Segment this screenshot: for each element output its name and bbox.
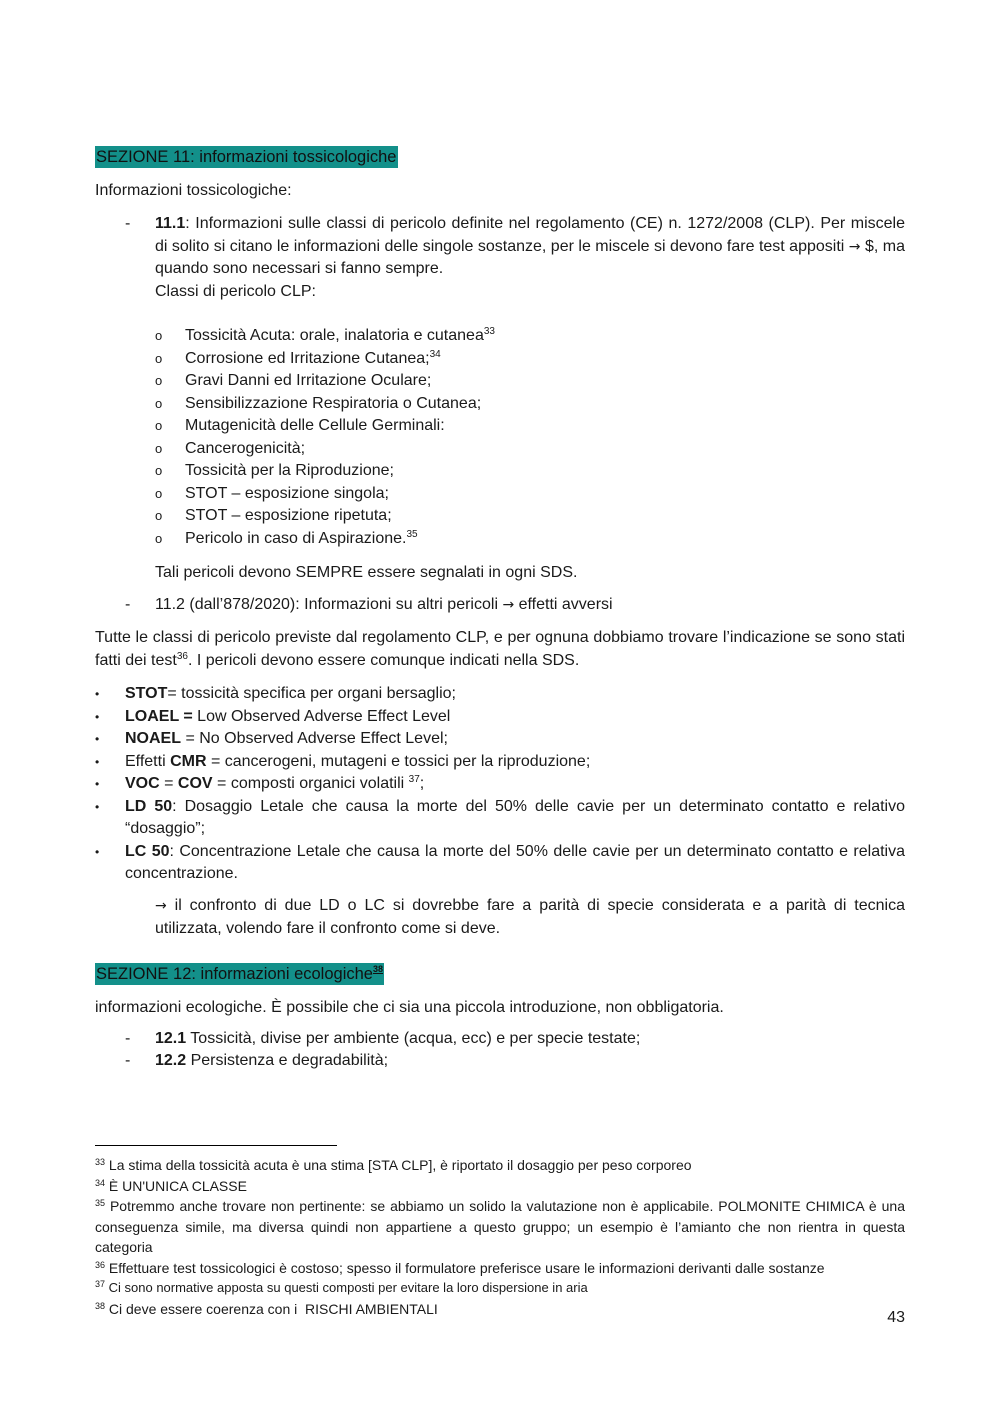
footnote-number: 37 [95, 1279, 106, 1289]
footnote-text: Ci sono normative apposta su questi composti per evitare la loro dispersione in aria [105, 1280, 588, 1295]
footnote-number: 36 [95, 1259, 106, 1270]
list-item [155, 438, 755, 461]
definition: = [159, 775, 178, 792]
list-item [95, 683, 905, 706]
item-11-1-body [155, 213, 905, 281]
term: CMR [170, 752, 207, 770]
dash-marker: - [125, 1052, 131, 1069]
circle-marker-icon: o [155, 463, 163, 478]
document-page [95, 0, 905, 1415]
circle-marker-icon: o [155, 440, 163, 456]
list-item-text: STOT – esposizione ripetuta; [185, 507, 392, 524]
item-11-1-number: 11.1 [155, 215, 186, 232]
item-number: 12.2 [155, 1052, 187, 1069]
term: LC 50 [125, 842, 170, 860]
list-item [95, 751, 905, 774]
list-item-text: Cancerogenicità; [185, 439, 306, 457]
bullet-icon: • [95, 844, 100, 859]
footnote-text: È UN'UNICA CLASSE [105, 1177, 247, 1194]
dash-marker: - [125, 1030, 131, 1047]
footnote-number: 35 [95, 1198, 106, 1208]
clp-classes-list [155, 325, 755, 550]
list-item-text: Sensibilizzazione Respiratoria o Cutanea; [185, 394, 482, 412]
compare-note-text: il confronto di due LD o LC si dovrebbe fare a parità di specie considerata e a parità di tecnica utilizzata, volendo fare il confronto come si deve. [155, 897, 905, 937]
definitions-list [95, 683, 905, 886]
list-item [155, 348, 755, 371]
item-11-2-text-b: effetti avversi [514, 596, 613, 613]
list-item [155, 528, 755, 551]
footnote-text: La stima della tossicità acuta è una stima [STA CLP], è riportato il dosaggio per peso corporeo [105, 1157, 692, 1173]
definition: = No Observed Adverse Effect Level; [181, 730, 448, 747]
list-item [95, 728, 905, 751]
list-item [95, 841, 905, 886]
list-item-text: Corrosione ed Irritazione Cutanea; [185, 349, 430, 367]
right-arrow-icon: → [155, 898, 167, 914]
term: LD 50 [125, 797, 173, 815]
right-arrow-icon: → [502, 597, 515, 613]
item-text: Tossicità, divise per ambiente (acqua, ecc) e per specie testate; [186, 1030, 641, 1047]
footnote-ref[interactable]: 37 [408, 774, 420, 785]
definition: Effetti [125, 752, 171, 770]
list-item [155, 325, 755, 348]
bullet-icon: • [95, 754, 100, 769]
footnote-34 [95, 1176, 905, 1197]
footnotes [95, 1155, 905, 1319]
item-11-2-text: 11.2 (dall’878/2020): Informazioni su altri pericoli [155, 596, 503, 613]
bullet-icon: • [95, 799, 100, 814]
bullet-icon: • [95, 732, 100, 746]
list-item [155, 393, 755, 416]
item-11-1-text-b: $, ma quando sono necessari si fanno sempre. [155, 237, 905, 277]
term: NOAEL [125, 730, 181, 747]
circle-marker-icon: o [155, 328, 163, 343]
circle-marker-icon: o [155, 508, 163, 523]
clp-classes-label: Classi di pericolo CLP: [155, 283, 316, 300]
section-11-heading [95, 146, 398, 168]
footnote-text: Effettuare test tossicologici è costoso; spesso il formulatore preferisce usare le informazioni derivanti dalle sostanze [105, 1259, 825, 1276]
list-item-text: Tossicità Acuta: orale, inalatoria e cutanea [185, 327, 484, 344]
section-12-heading [95, 963, 384, 985]
page-number: 43 [887, 1309, 905, 1326]
footnote-ref[interactable]: 38 [372, 964, 383, 974]
footnote-37 [95, 1278, 905, 1299]
list-item-text: Tossicità per la Riproduzione; [185, 462, 394, 479]
paragraph-text: Tutte le classi di pericolo previste dal regolamento CLP, e per ognuna dobbiamo trovare l’indicazione se sono stati fatti dei test [95, 629, 905, 669]
list-item-text: STOT – esposizione singola; [185, 484, 389, 502]
term: LOAEL = [125, 707, 193, 725]
list-item [155, 415, 755, 438]
item-text: Persistenza e degradabilità; [186, 1052, 389, 1069]
definition: = composti organici volatili [212, 775, 409, 792]
list-item [155, 370, 755, 393]
circle-marker-icon: o [155, 485, 163, 501]
compare-note [155, 895, 905, 940]
list-item [155, 460, 755, 483]
clp-note: Tali pericoli devono SEMPRE essere segnalati in ogni SDS. [155, 564, 578, 581]
bullet-icon: • [95, 777, 100, 791]
list-item [95, 773, 905, 796]
section-11-heading-text: SEZIONE 11: informazioni tossicologiche [96, 148, 397, 166]
definition: : Concentrazione Letale che causa la morte del 50% delle cavie per un determinato contatto e relativa concentrazione. [125, 842, 905, 882]
footnote-text: Ci deve essere coerenza con i RISCHI AMBIENTALI [105, 1300, 438, 1317]
term: COV [177, 775, 213, 792]
list-item [155, 505, 755, 528]
section-12-heading-text: SEZIONE 12: informazioni ecologiche [96, 965, 373, 983]
list-item-text: Pericolo in caso di Aspirazione. [185, 529, 407, 547]
circle-marker-icon: o [155, 418, 163, 433]
classes-paragraph [95, 627, 905, 672]
item-12-1-body [155, 1028, 905, 1051]
circle-marker-icon: o [155, 530, 163, 546]
paragraph-text: . I pericoli devono essere comunque indicati nella SDS. [187, 651, 580, 669]
bullet-icon: • [95, 709, 100, 724]
list-item [155, 483, 755, 506]
item-11-2-body [155, 594, 905, 617]
definition: = tossicità specifica per organi bersaglio; [167, 685, 456, 702]
bullet-icon: • [95, 687, 100, 701]
list-item-text: Mutagenicità delle Cellule Germinali: [185, 417, 445, 434]
right-arrow-icon: → [848, 238, 861, 255]
footnote-ref[interactable]: 33 [483, 326, 495, 337]
footnote-ref[interactable]: 36 [176, 650, 188, 662]
section-12-intro: informazioni ecologiche. È possibile che ci sia una piccola introduzione, non obbligatoria. [95, 999, 724, 1016]
item-12-2-body [155, 1050, 905, 1073]
footnote-ref[interactable]: 34 [429, 348, 441, 360]
list-item-text: Gravi Danni ed Irritazione Oculare; [185, 372, 432, 389]
footnote-ref[interactable]: 35 [406, 528, 418, 540]
footnote-33 [95, 1155, 905, 1176]
footnote-number: 34 [95, 1177, 106, 1188]
definition: : Dosaggio Letale che causa la morte del 50% delle cavie per un determinato contatto e relativo “dosaggio”; [125, 797, 905, 837]
circle-marker-icon: o [155, 350, 163, 366]
dash-marker: - [125, 596, 131, 613]
section-11-intro: Informazioni tossicologiche: [95, 182, 292, 199]
circle-marker-icon: o [155, 395, 163, 411]
definition: = cancerogeni, mutageni e tossici per la riproduzione; [206, 752, 591, 770]
circle-marker-icon: o [155, 373, 163, 388]
list-item [95, 706, 905, 729]
item-number: 12.1 [155, 1030, 187, 1047]
footnote-36 [95, 1258, 905, 1279]
definition: ; [419, 775, 425, 792]
term: VOC [125, 775, 160, 792]
footnote-number: 38 [95, 1300, 106, 1311]
footnote-38 [95, 1299, 905, 1320]
footnote-number: 33 [95, 1157, 106, 1167]
footnote-text: Potremmo anche trovare non pertinente: se abbiamo un solido la valutazione non è applicabile. POLMONITE CHIMICA è una conseguenza simile, ma diversa quindi non appartiene a questo gruppo; un esempio è l’amianto che non rientra in questa categoria [95, 1198, 905, 1255]
footnote-35 [95, 1196, 905, 1258]
definition: Low Observed Adverse Effect Level [192, 707, 451, 725]
term: STOT [125, 685, 168, 702]
list-item [95, 796, 905, 841]
item-11-1-text-a: : Informazioni sulle classi di pericolo definite nel regolamento (CE) n. 1272/2008 (CLP). Per miscele di solito si citano le informazioni delle singole sostanze, per le miscele si devono fare test appositi [155, 215, 905, 255]
dash-marker: - [125, 215, 131, 232]
footnote-separator [95, 1145, 337, 1146]
